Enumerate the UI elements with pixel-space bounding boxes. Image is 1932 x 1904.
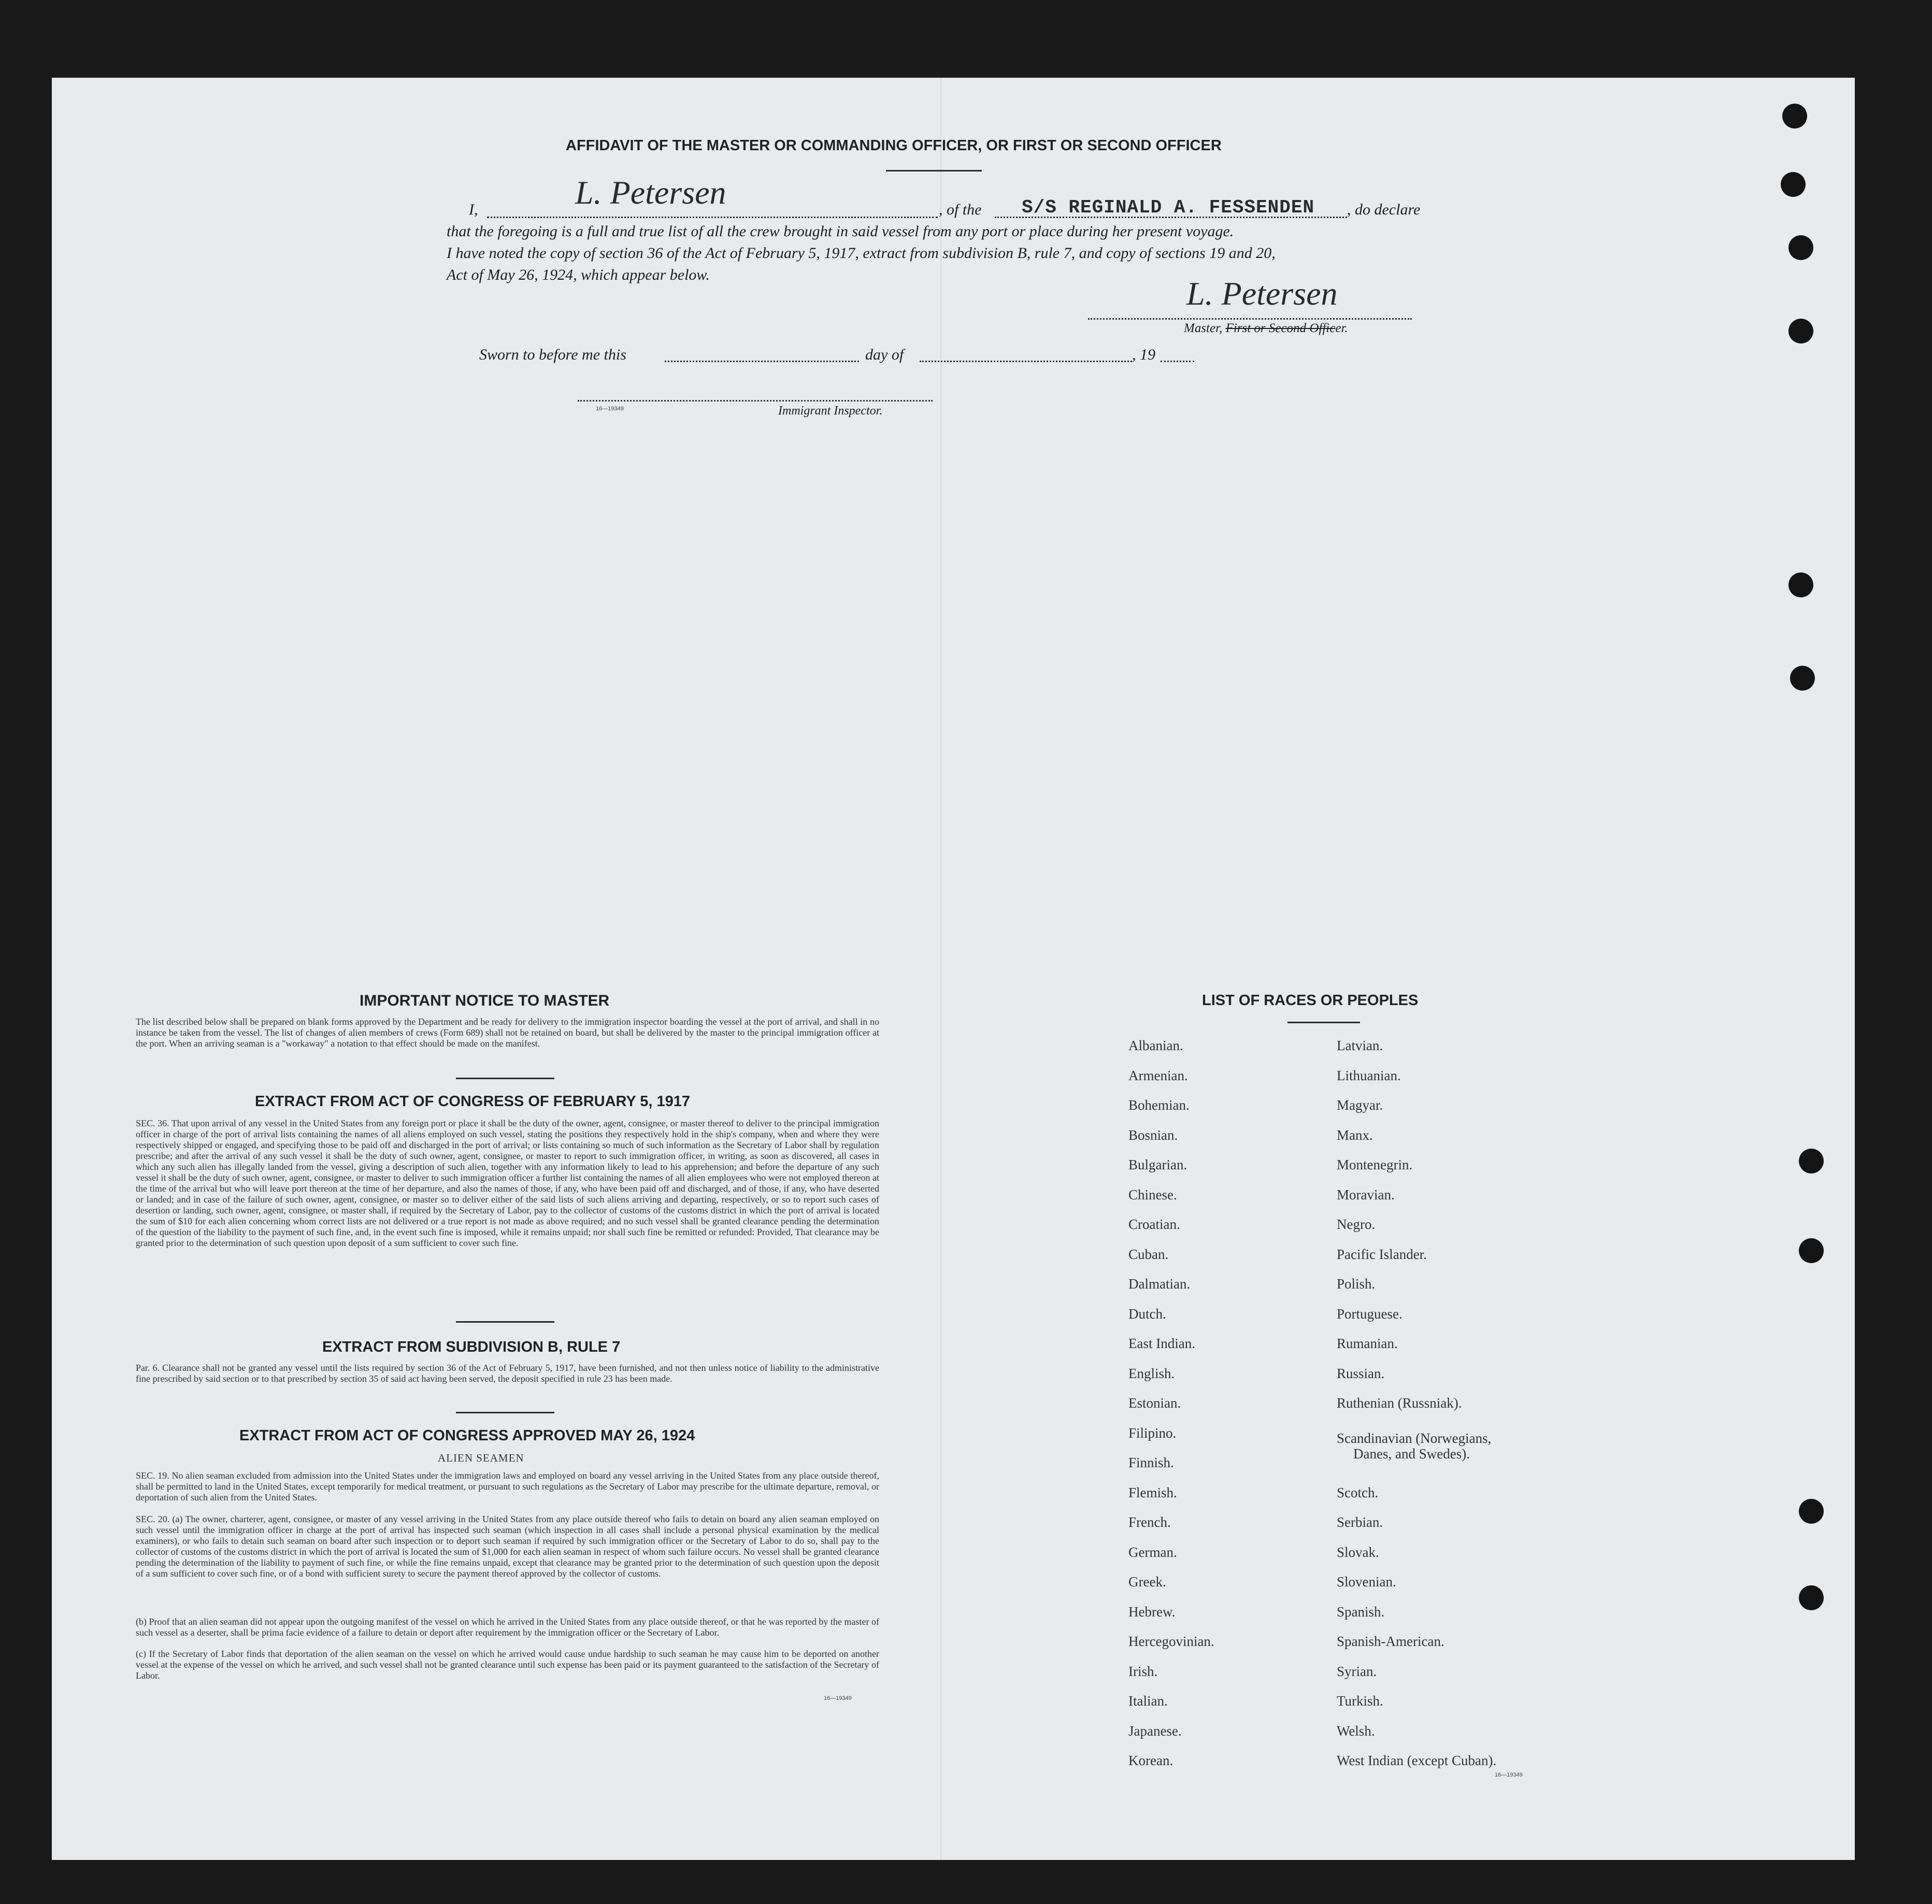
center-fold [940,78,941,1860]
race-item: Filipino. [1128,1425,1177,1441]
race-item: Pacific Islander. [1337,1246,1427,1262]
race-item: Chinese. [1128,1186,1177,1202]
race-item: French. [1128,1514,1171,1530]
affidavit-body-3: Act of May 26, 1924, which appear below. [447,266,710,283]
race-item: Korean. [1128,1753,1173,1768]
race-item: Scotch. [1337,1484,1379,1500]
punch-hole [1799,1149,1824,1173]
notice-title: IMPORTANT NOTICE TO MASTER [360,992,610,1009]
race-item: Moravian. [1337,1186,1395,1202]
rule7-text: Par. 6. Clearance shall not be granted any vessel until the lists required by section 36 of the Act of February 5, 1917, have been furnished, and not then unless notice of liability to the administrative fine prescribed by said section or to that prescribed by section 35 of said act having been served, the deposit specified in rule 23 has been made. [136,1363,879,1384]
i-label: I, [469,201,478,218]
sec20a-text: SEC. 20. (a) The owner, charterer, agent, consignee, or master of any vessel arriving in the United States from any place outside thereof who fails to detain on board any alien seaman employed on such vessel until the immigration officer in charge at the port of arrival has inspected such seaman (which inspection in all cases shall include a personal physical examination by the medical examiners), or who fails to detain such seaman on board after such inspection or to deport such seaman if required by such immigration officer or the Secretary of Labor to do so, shall pay to the collector of customs of the customs district in which the port of arrival is located the sum of $1,000 for each alien seaman in respect of whom such failure occurs. No vessel shall be granted clearance pending the determination of the liability to payment of such fine, or while the fine remains unpaid, except that clearance may be granted prior to the determination of such question upon the deposit of a sum sufficient to cover such fine, or of a bond with sufficient surety to secure the payment thereof approved by the collector of customs. [136,1514,879,1579]
name-field-line [487,217,938,218]
race-item: Turkish. [1337,1693,1383,1709]
race-item: Hercegovinian. [1128,1634,1214,1649]
race-item: Ruthenian (Russniak). [1337,1395,1462,1411]
rule7-title: EXTRACT FROM SUBDIVISION B, RULE 7 [322,1339,621,1355]
document-page [52,78,1855,1860]
race-item: Scandinavian (Norwegians, [1337,1430,1492,1446]
race-item: Welsh. [1337,1723,1375,1739]
race-item: Russian. [1337,1365,1385,1381]
divider [456,1412,554,1413]
punch-hole [1799,1499,1824,1524]
punch-hole [1788,572,1813,597]
race-item: Negro. [1337,1216,1376,1232]
master-label-prefix: Master, [1184,321,1226,335]
punch-hole [1782,104,1807,128]
sec20b-text: (b) Proof that an alien seaman did not appear upon the outgoing manifest of the vessel on which he arrived in the United States from any place outside thereof, or that he was reported by the master of such vessel as a deserter, shall be prima facie evidence of a failure to detain or deport after requirement by the immigration officer or the Secretary of Labor. [136,1616,879,1638]
master-label-suffix: er. [1335,321,1348,335]
master-label-struck: First or Second Offic [1225,321,1336,335]
race-item: Serbian. [1337,1514,1383,1530]
race-item: Danes, and Swedes). [1353,1445,1470,1462]
race-item: Japanese. [1128,1723,1182,1739]
race-item: Greek. [1128,1574,1166,1590]
alien-seamen-subtitle: ALIEN SEAMEN [438,1452,524,1464]
race-item: Croatian. [1128,1216,1180,1232]
extract-1917-text: SEC. 36. That upon arrival of any vessel in the United States from any foreign port or place it shall be the duty of the owner, agent, consignee, or master thereof to deliver to the principal immigration officer in charge of the port of arrival lists containing the names of all aliens employed on such vessel, stating the positions they respectively hold in the ship's company, when and where they were respectively shipped or engaged, and specifying those to be paid off and discharged in the port of arrival; or lists containing so much of such information as the Secretary of Labor shall by regulation prescribe; and after the arrival of any such vessel it shall be the duty of such owner, agent, consignee, or master to report to such immigration officer, in writing, as soon as discovered, all cases in which any such alien has illegally landed from the vessel, giving a description of such alien, together with any information likely to lead to his apprehension; and before the departure of any such vessel it shall be the duty of such owner, agent, consignee, or master to deliver to such immigration officer a further list containing the names of all alien employees who were not employed thereon at the time of the arrival but who will leave port thereon at the time of her departure, and also the names of those, if any, who have been paid off and discharged, and of those, if any, who have deserted or landed; and in case of the failure of such owner, agent, consignee, or master so to deliver either of the said lists of such aliens arriving and departing, respectively, or so to report such cases of desertion or landing, such owner, agent, consignee, or master shall, if required by the Secretary of Labor, pay to the collector of customs of the customs district in which the port of arrival is located the sum of $10 for each alien concerning whom correct lists are not delivered or a true report is not made as above required; and no such vessel shall be granted clearance pending the determination of the question of the liability to the payment of such fine, and, in the event such fine is imposed, while it remains unpaid; nor shall such fine be remitted or refunded: Provided, That clearance may be granted prior to the determination of such question upon deposit of a sum sufficient to cover such fine. [136,1118,879,1248]
races-title-rule [1287,1022,1360,1023]
inspector-signature-line [578,400,933,402]
punch-hole [1781,172,1806,197]
do-declare-label: , do declare [1347,201,1421,218]
affidavit-title: AFFIDAVIT OF THE MASTER OR COMMANDING OFFICER, OR FIRST OR SECOND OFFICER [566,137,1222,154]
race-item: Montenegrin. [1337,1157,1413,1172]
race-item: Portuguese. [1337,1306,1403,1322]
race-item: Albanian. [1128,1038,1183,1053]
sworn-year-line [1161,361,1194,362]
master-signature: L. Petersen [1186,275,1338,312]
race-item: Spanish-American. [1337,1634,1444,1649]
notice-text: The list described below shall be prepared on blank forms approved by the Department and be ready for delivery to the immigration inspector boarding the vessel at the port of arrival, and shall in no instance be taken from the vessel. The list of changes of alien members of crews (Form 689) shall not be retained on board, but shall be delivered by the master to the principal immigration officer at the port. When an arriving seaman is a "workaway" a notation to that effect should be made on the manifest. [136,1017,879,1049]
signature-name: L. Petersen [575,174,726,211]
race-item: Syrian. [1337,1663,1377,1679]
race-item: Latvian. [1337,1038,1383,1053]
sworn-day-line [665,361,859,362]
master-signature-line [1088,318,1412,320]
race-item: Dalmatian. [1128,1276,1191,1292]
punch-hole [1788,235,1813,260]
race-item: Dutch. [1128,1306,1166,1322]
race-item: East Indian. [1128,1336,1195,1351]
sworn-label: Sworn to before me this [479,346,626,363]
race-item: Slovak. [1337,1544,1379,1560]
race-item: Spanish. [1337,1604,1385,1620]
race-item: Flemish. [1128,1484,1177,1500]
vessel-name: S/S REGINALD A. FESSENDEN [1022,197,1315,218]
race-item: English. [1128,1365,1175,1381]
race-item: West Indian (except Cuban). [1337,1753,1497,1768]
of-the-label: , of the [939,201,982,218]
punch-hole [1788,319,1813,343]
form-number: 16—19349 [824,1695,852,1701]
punch-hole [1799,1585,1824,1610]
race-item: Irish. [1128,1663,1158,1679]
race-item: Slovenian. [1337,1574,1396,1590]
day-of-label: day of [865,346,904,363]
master-label [1184,321,1348,336]
race-item: Bulgarian. [1128,1157,1187,1172]
race-item: Polish. [1337,1276,1376,1292]
race-item: Bosnian. [1128,1127,1178,1143]
sec19-text: SEC. 19. No alien seaman excluded from admission into the United States under the immigration laws and employed on board any vessel arriving in the United States from any place outside thereof, shall be permitted to land in the United States, except temporarily for medical treatment, or pursuant to such regulations as the Secretary of Labor may prescribe for the ultimate departure, removal, or deportation of such alien from the United States. [136,1470,880,1502]
race-item: Finnish. [1128,1455,1174,1470]
sworn-month-line [920,361,1132,362]
extract-1917-title: EXTRACT FROM ACT OF CONGRESS OF FEBRUARY 5, 1917 [255,1093,691,1110]
race-item: Armenian. [1128,1067,1188,1083]
race-item: Hebrew. [1128,1604,1176,1620]
race-item: Manx. [1337,1127,1373,1143]
sec20c-text: (c) If the Secretary of Labor finds that deportation of the alien seaman on the vessel on which he arrived would cause undue hardship to such seaman he may cause him to be deported on another vessel at the expense of the vessel on which he arrived, and such vessel shall not be granted clearance until such expense has been paid or its payment guaranteed to the satisfaction of the Secretary of Labor. [136,1649,879,1681]
inspector-label: Immigrant Inspector. [778,404,883,418]
year-label: , 19 [1132,346,1155,363]
race-item: Bohemian. [1128,1097,1190,1113]
race-item: Cuban. [1128,1246,1169,1262]
race-item: Estonian. [1128,1395,1181,1411]
title-rule [886,170,982,171]
divider [456,1078,554,1079]
affidavit-body-2: I have noted the copy of section 36 of the Act of February 5, 1917, extract from subdivision B, rule 7, and copy of sections 19 and 20, [447,245,1276,262]
races-title: LIST OF RACES OR PEOPLES [1202,992,1419,1009]
race-item: German. [1128,1544,1177,1560]
divider [456,1321,554,1323]
race-item: Italian. [1128,1693,1168,1709]
affidavit-body-1: that the foregoing is a full and true list of all the crew brought in said vessel from any port or place during her present voyage. [447,223,1234,240]
punch-hole [1799,1238,1824,1263]
race-item: Magyar. [1337,1097,1383,1113]
punch-hole [1790,666,1815,691]
race-item: Rumanian. [1337,1336,1398,1351]
race-item: Lithuanian. [1337,1067,1401,1083]
extract-1924-title: EXTRACT FROM ACT OF CONGRESS APPROVED MAY 26, 1924 [239,1427,695,1444]
form-number: 16—19349 [596,406,624,412]
form-number: 16—19349 [1495,1772,1523,1778]
